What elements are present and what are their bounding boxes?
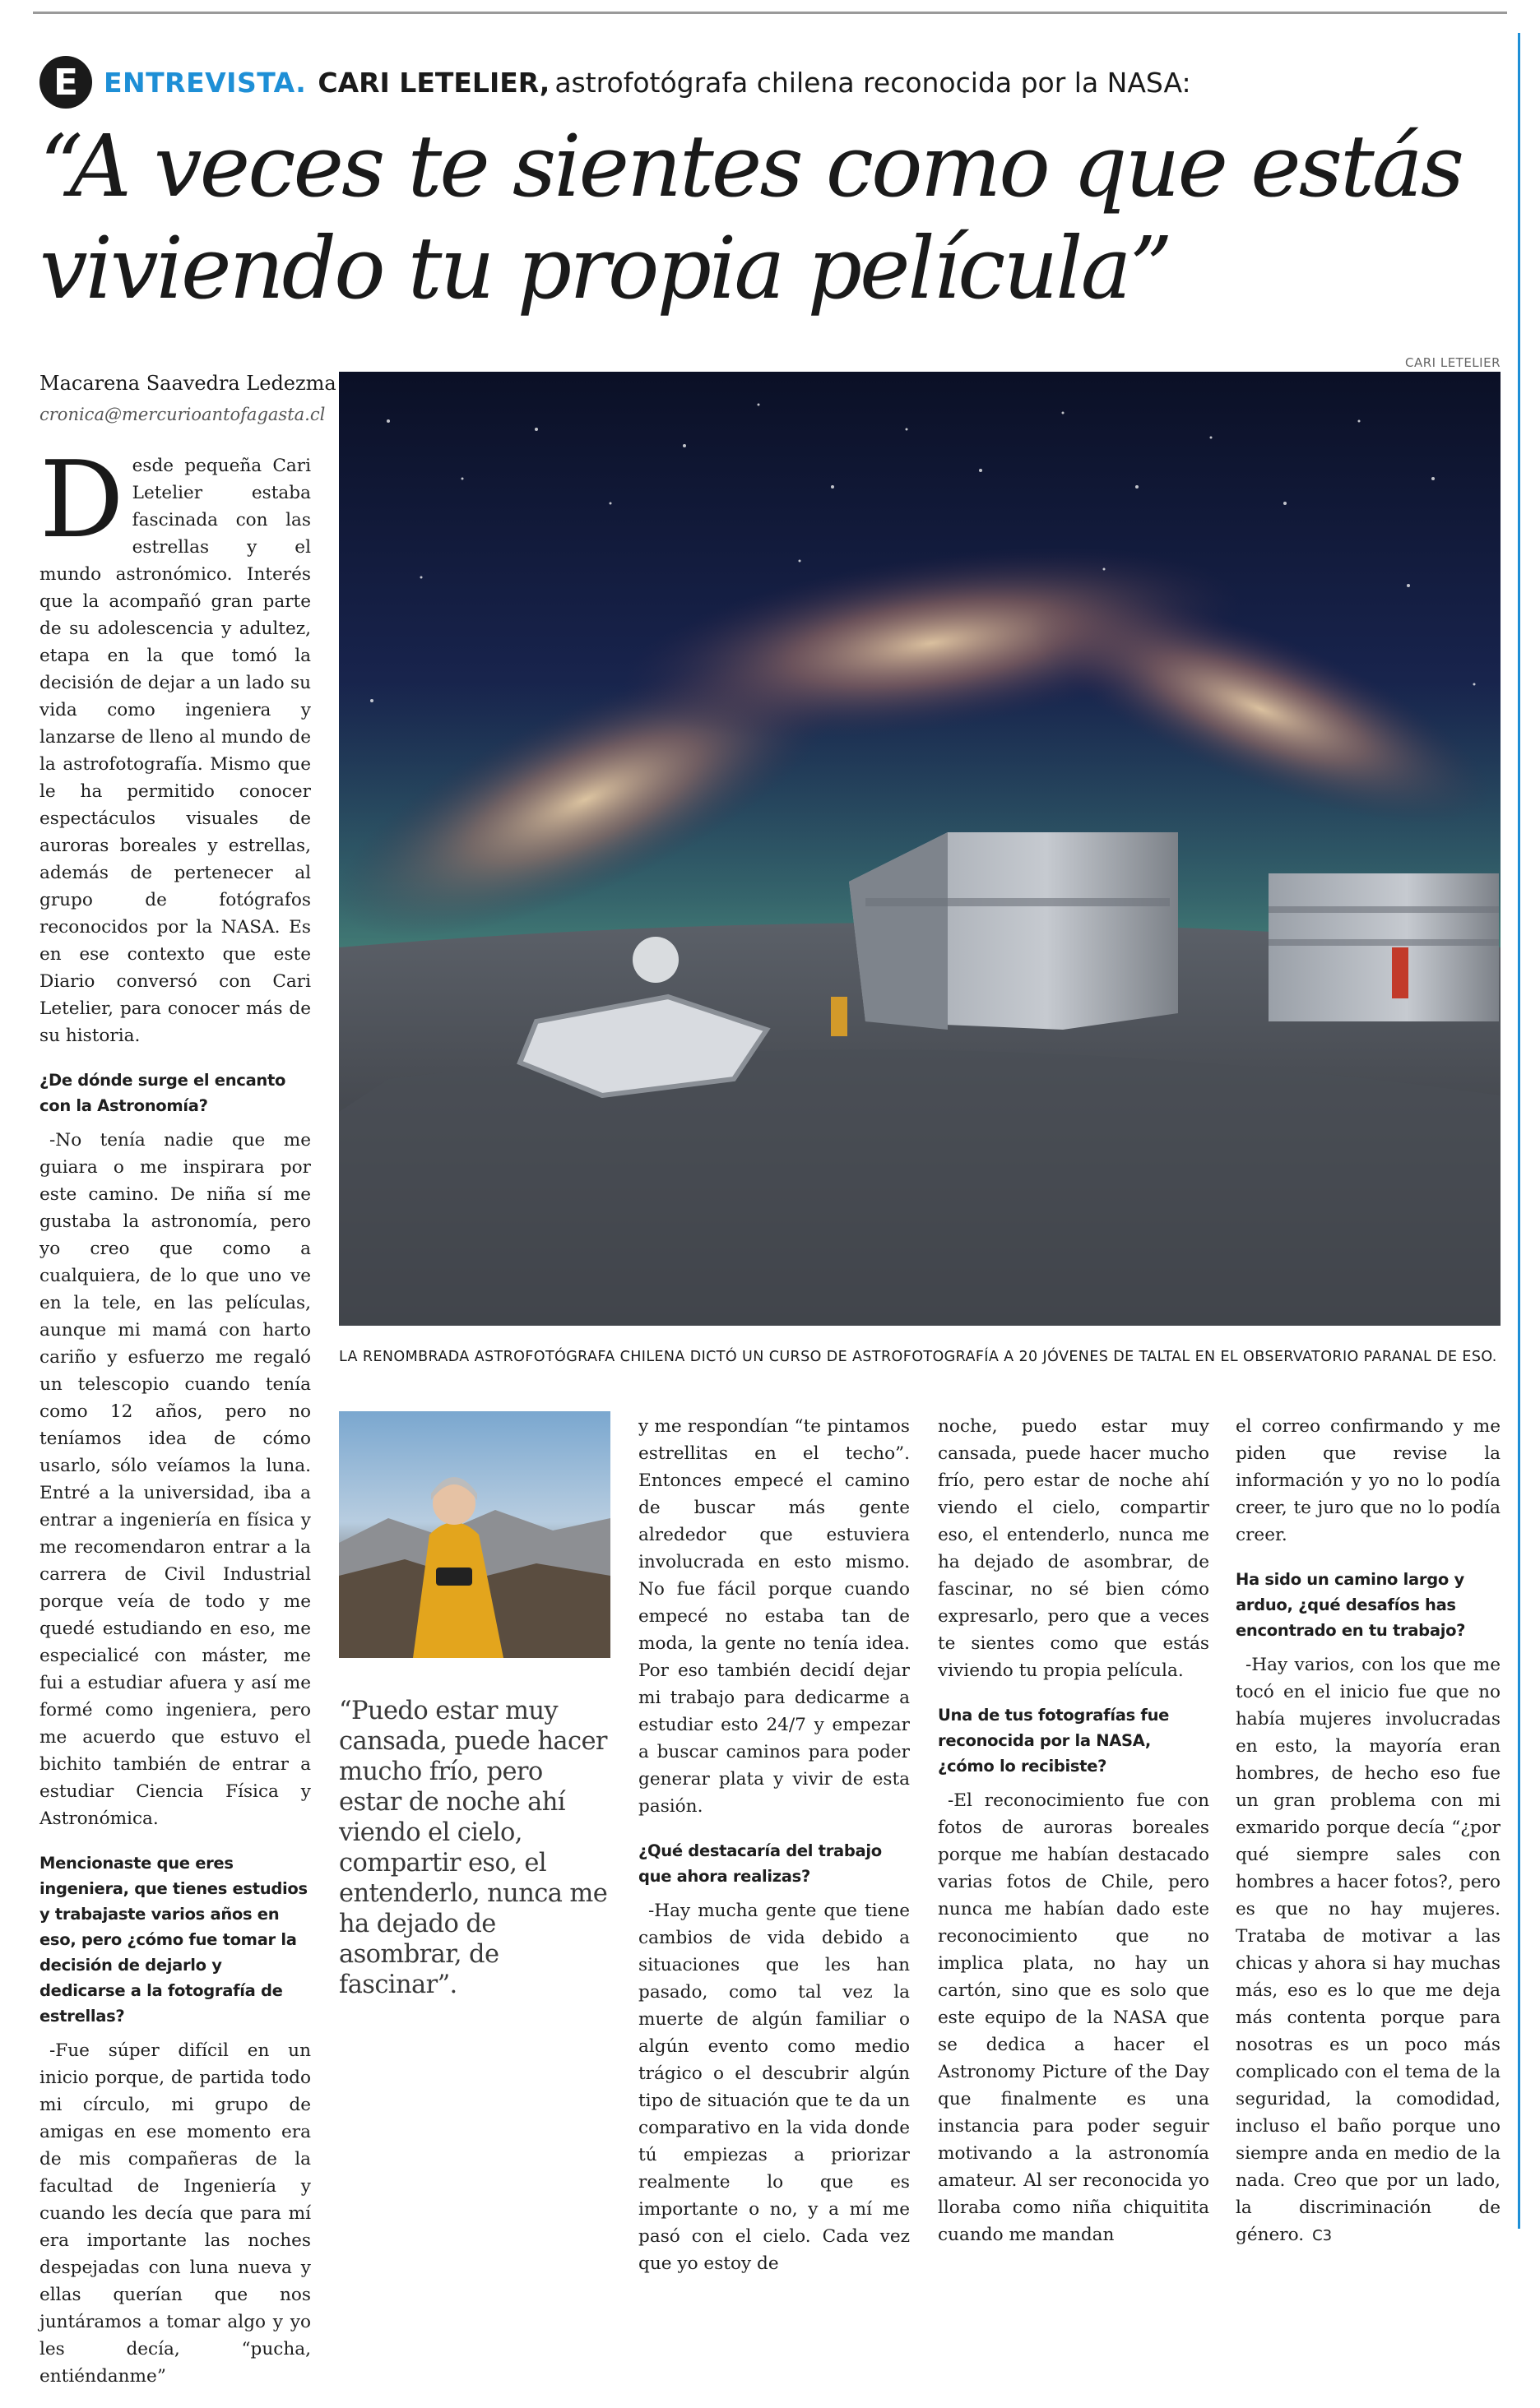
portrait-photo (339, 1411, 610, 1658)
answer-3-part-2: noche, puedo estar muy cansada, puede hacer mucho frío, pero estar de noche ahí viendo el cielo, compartir eso, el entenderlo, nunca me ha dejado de asombrar, de fascinar, no sé bien cómo expresarlo, pero que a veces te sientes como que estás viviendo tu propia película. (938, 1416, 1209, 1681)
pullquote: “Puedo estar muy cansada, puede hacer mucho frío, pero estar de noche ahí viendo el cielo, compartir eso, el entenderlo, nunca me ha dejado de asombrar, de fascinar”. (339, 1697, 608, 1999)
end-mark: C3 (1312, 2227, 1333, 2244)
top-rule (33, 12, 1507, 14)
article-column-1 (39, 439, 311, 2408)
main-photo-caption: LA RENOMBRADA ASTROFOTÓGRAFA CHILENA DICTÓ UN CURSO DE ASTROFOTOGRAFÍA A 20 JÓVENES DE TALTAL EN EL OBSERVATORIO PARANAL DE ESO. (339, 1349, 1497, 1365)
question-5: Ha sido un camino largo y arduo, ¿qué desafíos has encontrado en tu trabajo? (1236, 1570, 1466, 1640)
observatory-night-illustration (339, 372, 1501, 1326)
answer-2-part-2: y me respondían “te pintamos estrellitas en el techo”. Entonces empecé el camino de buscar más gente alrededor que estuviera involucrada en esto mismo. No fue fácil porque cuando empecé no estaba tan de moda, la gente no tenía idea. Por eso también decidí dejar mi trabajo para dedicarme a estudiar esto 24/7 y empezar a buscar caminos para poder generar plata y vivir de esta pasión. (638, 1416, 910, 1817)
portrait-illustration (339, 1411, 610, 1658)
answer-5-paragraph (1236, 1651, 1501, 2249)
article-column-2 (638, 1413, 910, 2295)
intro-paragraph (39, 439, 311, 1049)
dropcap: D (39, 439, 124, 562)
byline-email: cronica@mercurioantofagasta.cl (39, 405, 326, 424)
main-photo-observatory (339, 372, 1501, 1326)
article-column-3 (938, 1413, 1209, 2267)
answer-4-part-1: -El reconocimiento fue con fotos de auroras boreales porque me habían destacado varias fotos de Chile, pero nunca me habían dado este reconocimiento que no implica plata, no hay un cartón, sino que es solo que este equipo de la NASA que se dedica a hacer el Astronomy Picture of the Day que finalmente es una instancia para poder seguir motivando a la astronomía amateur. Al ser reconocida yo lloraba como niña chiquitita cuando me mandan (938, 1790, 1209, 2245)
answer-3-part-1: -Hay mucha gente que tiene cambios de vida debido a situaciones que les han pasado, como tal vez la muerte de algún familiar o algún evento como medio trágico o el descubrir algún tipo de situación que te da un comparativo en la vida donde tú empiezas a priorizar realmente lo que es importante o no, y a mí me pasó con el cielo. Cada vez que yo estoy de (638, 1901, 910, 2274)
headline: “A veces te sientes como que estás viviendo tu propia película” (39, 116, 1463, 318)
intro-text: esde pequeña Cari Letelier estaba fascinada con las estrellas y el mundo astronómico. Interés que la acompañó gran parte de su adolescencia y adultez, etapa en la que tomó la decisión de dejar a un lado su vida como ingeniera y lanzarse de lleno al mundo de la astrofotografía. Mismo que le ha permitido conocer espectáculos visuales de auroras boreales y estrellas, además de pertenecer al grupo de fotógrafos reconocidos por la NASA. Es en ese contexto que este Diario conversó con Cari Letelier, para conocer más de su historia. (39, 456, 311, 1046)
kicker (39, 49, 1191, 115)
question-2: Mencionaste que eres ingeniera, que tienes estudios y trabajaste varios años en eso, pero ¿cómo fue tomar la decisión de dejarlo y dedicarse a la fotografía de estrellas? (39, 1854, 308, 2026)
answer-4-part-2: el correo confirmando y me piden que revise la información y yo no lo podía creer, te juro que no lo podía creer. (1236, 1416, 1501, 1545)
photo-credit: CARI LETELIER (1404, 355, 1501, 370)
section-badge: E (39, 56, 92, 109)
byline-author: Macarena Saavedra Ledezma (39, 372, 336, 395)
kicker-name: CARI LETELIER, (318, 66, 550, 99)
answer-1: -No tenía nadie que me guiara o me inspirara por este camino. De niña sí me gustaba la astronomía, pero yo creo que como a cualquiera, de lo que uno ve en la tele, en las películas, aunque mi mamá con harto cariño y esfuerzo me regaló un telescopio cuando tenía como 12 años, pero no teníamos idea de cómo usarlo, sólo veíamos la luna. Entré a la universidad, iba a entrar a ingeniería en física y me recomendaron entrar a la carrera de Civil Industrial porque veía de todo y me quedé estudiando en eso, me especialicé con máster, me fui a estudiar afuera y así me formé como ingeniera, pero me acuerdo que estuvo el bichito también de entrar a estudiar Ciencia Física y Astronómica. (39, 1130, 311, 1829)
kicker-section: ENTREVISTA. (104, 66, 307, 99)
answer-5: -Hay varios, con los que me tocó en el inicio fue que no había mujeres involucradas en esto, la mayoría eran hombres, de hecho eso fue un gran problema con mi exmarido porque decía “¿por qué siempre sales con hombres a hacer fotos?, pero es que no hay mujeres. Trataba de motivar a las chicas y ahora si hay muchas más, eso es lo que me deja más contenta porque para nosotras es un poco más complicado con el tema de la seguridad, la comodidad, incluso el baño porque uno siempre anda en medio de la nada. Creo que por un lado, la discriminación de género. (1236, 1655, 1501, 2245)
side-accent-rule (1518, 33, 1520, 2229)
article-column-4 (1236, 1413, 1501, 2267)
kicker-description: astrofotógrafa chilena reconocida por la NASA: (554, 66, 1191, 99)
answer-2-part-1: -Fue súper difícil en un inicio porque, de partida todo mi círculo, mi grupo de amigas en ese momento era de mis compañeras de la facultad de Ingeniería y cuando les decía que para mí era importante las noches despejadas con luna nueva y ellas querían que nos juntáramos a tomar algo y yo les decía, “pucha, entiéndanme” (39, 2040, 311, 2387)
question-1: ¿De dónde surge el encanto con la Astronomía? (39, 1071, 286, 1115)
question-4: Una de tus fotografías fue reconocida por la NASA, ¿cómo lo recibiste? (938, 1706, 1170, 1776)
question-3: ¿Qué destacaría del trabajo que ahora realizas? (638, 1841, 882, 1886)
